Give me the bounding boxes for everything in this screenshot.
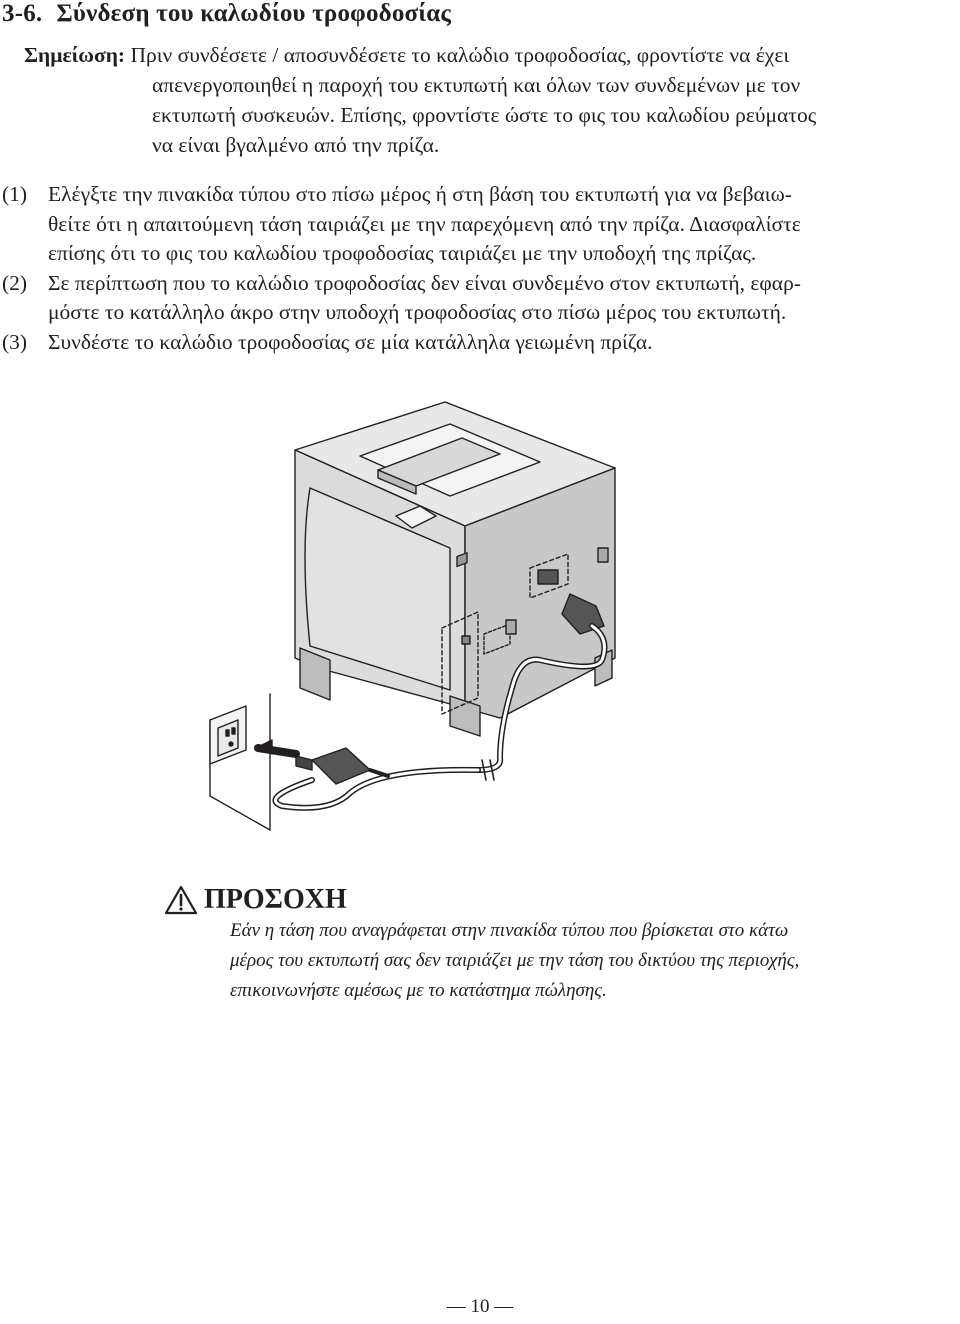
step-text-line: θείτε ότι η απαιτούμενη τάση ταιριάζει με την παρεχόμενη από την πρίζα. Διασφαλίστε: [48, 211, 801, 236]
note-line-1: Πριν συνδέσετε / αποσυνδέσετε το καλώδιο τροφοδοσίας, φροντίστε να έχει: [130, 43, 790, 67]
wall-outlet-icon: [210, 694, 270, 830]
step-number: (1): [2, 182, 28, 206]
caution-line: μέρος του εκτυπωτή σας δεν ταιριάζει με την τάση του δικτύου της περιοχής,: [230, 950, 800, 971]
step-text-line: μόστε το κατάλληλο άκρο στην υποδοχή τροφοδοσίας στο πίσω μέρος του εκτυπωτή.: [48, 300, 787, 324]
caution-line: Εάν η τάση που αναγράφεται στην πινακίδα τύπου που βρίσκεται στο κάτω: [230, 920, 789, 941]
plug-icon: [258, 740, 388, 784]
note-label: Σημείωση:: [24, 43, 126, 67]
section-title: [2, 0, 451, 30]
note-line-4: να είναι βγαλμένο από την πρίζα.: [152, 133, 440, 157]
page-number: — 10 —: [446, 1296, 514, 1317]
caution-heading: [164, 882, 347, 918]
step-text-line: Συνδέστε το καλώδιο τροφοδοσίας σε μία κατάλληλα γειωμένη πρίζα.: [48, 329, 653, 354]
note-line-3: εκτυπωτή συσκευών. Επίσης, φροντίστε ώστε το φις του καλωδίου ρεύματος: [152, 103, 817, 127]
printer-power-cable-illustration: [200, 398, 660, 858]
note-line-2: απενεργοποιηθεί η παροχή του εκτυπωτή και όλων των συνδεμένων με τον: [152, 73, 801, 97]
caution-text: [230, 916, 960, 1006]
step-text-line: Σε περίπτωση που το καλώδιο τροφοδοσίας δεν είναι συνδεμένο στον εκτυπωτή, εφαρ-: [48, 270, 801, 295]
caution-line: επικοινωνήστε αμέσως με το κατάστημα πώλησης.: [230, 980, 607, 1001]
step-text-line: επίσης ότι το φις του καλωδίου τροφοδοσίας ταιριάζει με την υποδοχή της πρίζας.: [48, 241, 757, 265]
step-number: (3): [2, 329, 28, 354]
warning-triangle-icon: [164, 885, 198, 915]
printer-icon: [295, 402, 615, 736]
step-text-line: Ελέγξτε την πινακίδα τύπου στο πίσω μέρος ή στη βάση του εκτυπωτή για να βεβαιω-: [48, 182, 792, 206]
step-number: (2): [2, 270, 28, 295]
section-title-text: Σύνδεση του καλωδίου τροφοδοσίας: [56, 0, 452, 27]
step-2: [2, 269, 960, 328]
section-number: 3-6.: [2, 0, 43, 27]
note-block: [24, 40, 960, 160]
steps-list: [2, 180, 960, 357]
step-1: [2, 180, 960, 269]
step-3: [2, 328, 960, 358]
caution-heading-text: ΠΡΟΣΟΧΗ: [204, 884, 347, 915]
